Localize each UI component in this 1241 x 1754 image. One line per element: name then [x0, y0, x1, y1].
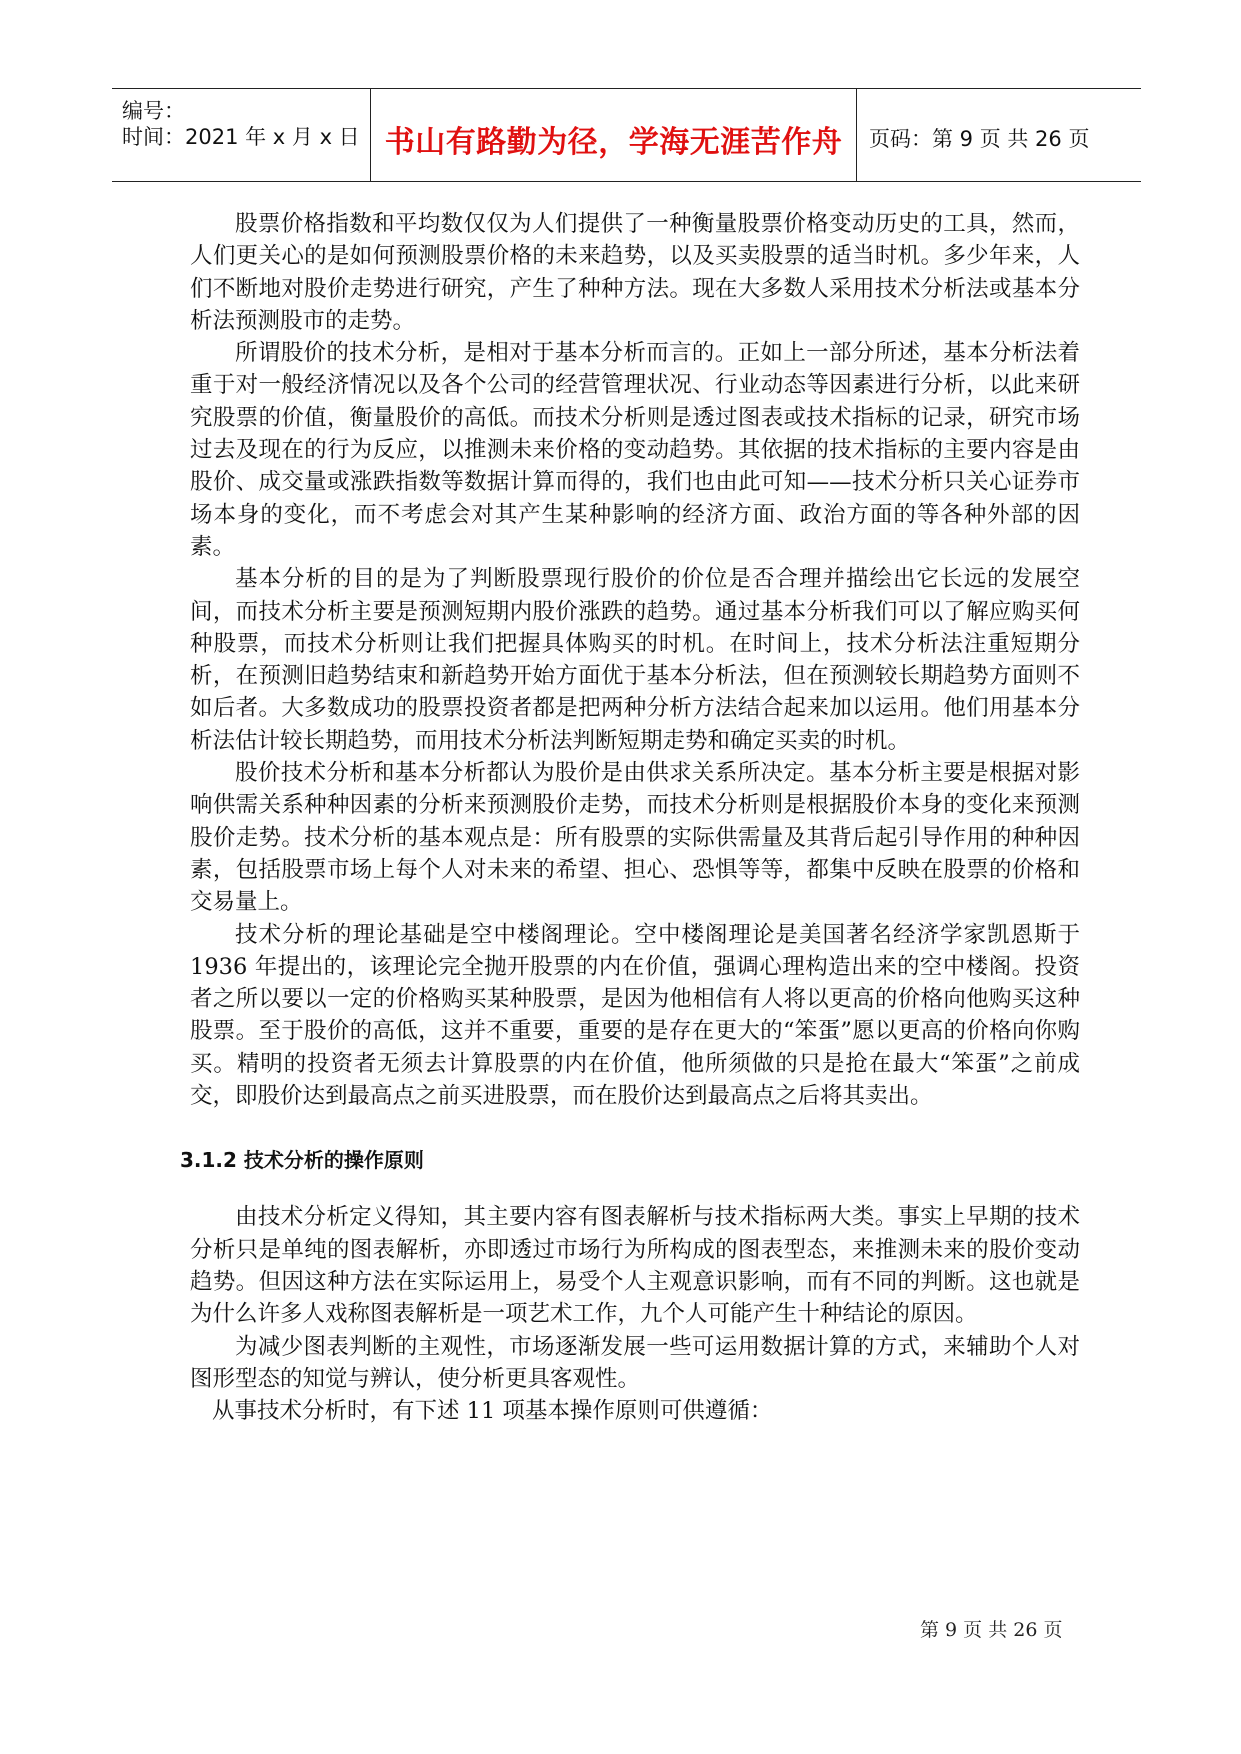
body-paragraph: 所谓股价的技术分析，是相对于基本分析而言的。正如上一部分所述，基本分析法着重于对一般经济情况以及各个公司的经营管理状况、行业动态等因素进行分析，以此来研究股票的价值，衡量股价的高低。而技术分析则是透过图表或技术指标的记录，研究市场过去及现在的行为反应，以推测未来价格的变动趋势。其依据的技术指标的主要内容是由股价、成交量或涨跌指数等数据计算而得的，我们也由此可知——技术分析只关心证券市场本身的变化，而不考虑会对其产生某种影响的经济方面、政治方面的等各种外部的因素。: [190, 340, 1080, 560]
header-motto-cell: [370, 89, 857, 181]
section-heading: 3.1.2 技术分析的操作原则: [180, 1148, 424, 1173]
body-paragraph: 基本分析的目的是为了判断股票现行股价的价位是否合理并描绘出它长远的发展空间，而技术分析主要是预测短期内股价涨跌的趋势。通过基本分析我们可以了解应购买何种股票，而技术分析则让我们把握具体购买的时机。在时间上，技术分析法注重短期分析，在预测旧趋势结束和新趋势开始方面优于基本分析法，但在预测较长期趋势方面则不如后者。大多数成功的股票投资者都是把两种分析方法结合起来加以运用。他们用基本分析法估计较长期趋势，而用技术分析法判断短期走势和确定买卖的时机。: [190, 566, 1080, 754]
document-body: [180, 208, 1080, 1427]
body-paragraph: 股价技术分析和基本分析都认为股价是由供求关系所决定。基本分析主要是根据对影响供需关系种种因素的分析来预测股价走势，而技术分析则是根据股价本身的变化来预测股价走势。技术分析的基本观点是：所有股票的实际供需量及其背后起引导作用的种种因素，包括股票市场上每个人对未来的希望、担心、恐惧等等，都集中反映在股票的价格和交易量上。: [190, 760, 1080, 916]
body-paragraph: 技术分析的理论基础是空中楼阁理论。空中楼阁理论是美国著名经济学家凯恩斯于 1936 年提出的，该理论完全抛开股票的内在价值，强调心理构造出来的空中楼阁。投资者之所以要以一定的价格购买某种股票，是因为他相信有人将以更高的价格向他购买这种股票。至于股价的高低，这并不重要，重要的是存在更大的“笨蛋”愿以更高的价格向你购买。精明的投资者无须去计算股票的内在价值，他所须做的只是抢在最大“笨蛋”之前成交，即股价达到最高点之前买进股票，而在股价达到最高点之后将其卖出。: [190, 921, 1080, 1110]
page-header: [112, 88, 1141, 182]
header-page-cell: [857, 89, 1141, 181]
body-paragraph: 股票价格指数和平均数仅仅为人们提供了一种衡量股票价格变动历史的工具，然而，人们更关心的是如何预测股票价格的未来趋势，以及买卖股票的适当时机。多少年来，人们不断地对股价走势进行研究，产生了种种方法。现在大多数人采用技术分析法或基本分析法预测股市的走势。: [190, 211, 1080, 334]
body-paragraph: 为减少图表判断的主观性，市场逐渐发展一些可运用数据计算的方式，来辅助个人对图形型态的知觉与辨认，使分析更具客观性。: [190, 1333, 1080, 1392]
document-date-label: 时间：2021 年 x 月 x 日: [122, 125, 360, 149]
body-paragraph-last: 从事技术分析时，有下述 11 项基本操作原则可供遵循：: [212, 1398, 773, 1425]
header-meta-cell: [112, 89, 370, 181]
page-footer: 第 9 页 共 26 页: [920, 1619, 1063, 1641]
body-paragraph: 由技术分析定义得知，其主要内容有图表解析与技术指标两大类。事实上早期的技术分析只是单纯的图表解析，亦即透过市场行为所构成的图表型态，来推测未来的股价变动趋势。但因这种方法在实际运用上，易受个人主观意识影响，而有不同的判断。这也就是为什么许多人戏称图表解析是一项艺术工作，九个人可能产生十种结论的原因。: [190, 1204, 1080, 1328]
header-motto: 书山有路勤为径，学海无涯苦作舟: [384, 125, 843, 160]
header-page-info: 页码：第 9 页 共 26 页: [869, 127, 1090, 151]
document-number-label: 编号：: [122, 99, 185, 123]
